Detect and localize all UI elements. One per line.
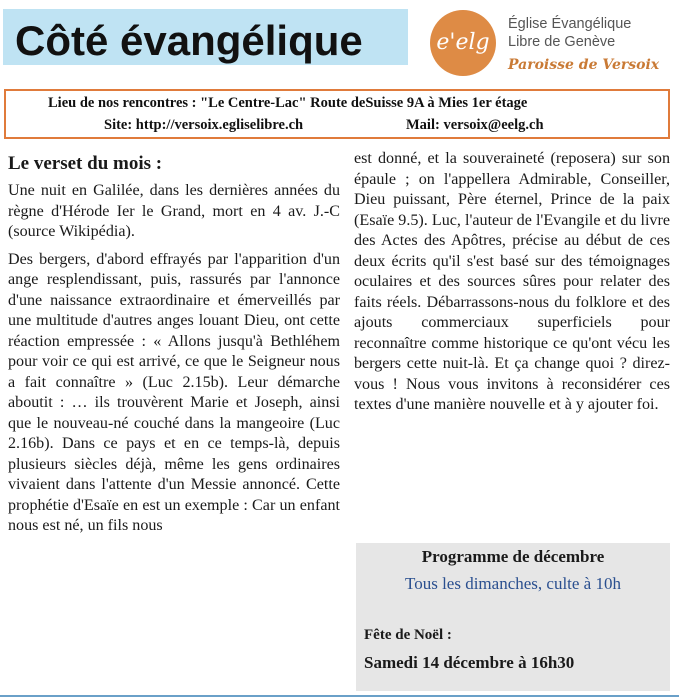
email-link[interactable]: Mail: versoix@eelg.ch <box>406 117 544 133</box>
article-left-column <box>8 152 340 537</box>
website-link[interactable]: Site: http://versoix.egliselibre.ch <box>104 117 304 133</box>
article-paragraph-1: Une nuit en Galilée, dans les dernières années du règne d'Hérode Ier le Grand, mort en 4 av. J.-C (source Wikipédia). <box>8 182 340 240</box>
article-right-column <box>354 149 670 416</box>
noel-label: Fête de Noël : <box>364 627 452 643</box>
meeting-info-box <box>4 89 670 139</box>
org-name-line2: Libre de Genève <box>508 34 616 50</box>
meeting-location: Lieu de nos rencontres : "Le Centre-Lac" Route deSuisse 9A à Mies 1er étage <box>48 95 528 111</box>
logo-text: e'elg <box>436 30 490 55</box>
eelg-logo <box>430 10 496 76</box>
programme-title: Programme de décembre <box>421 547 605 566</box>
parish-name: Paroisse de Versoix <box>508 57 660 73</box>
article-heading: Le verset du mois : <box>8 153 163 174</box>
bottom-divider <box>0 695 679 697</box>
noel-date: Samedi 14 décembre à 16h30 <box>364 653 575 672</box>
title-banner <box>3 9 408 65</box>
article-paragraph-2: Des bergers, d'abord effrayés par l'apparition d'un ange resplendissant, puis, rassurés par l'annonce d'une naissance extraordinaire et émerveillés par une multitude d'autres anges louant Dieu, ont cette réaction empressée : « Allons jusqu'à Bethléhem pour voir ce qui est arrivé, ce que le Seigneur nous a fait connaître » (Luc 2.15b). Leur démarche aboutit : … ils trouvèrent Marie et Joseph, ainsi que le nouveau-né couché dans la mangeoire (Luc 2.16b). Dans ce pays et en ce temps-là, depuis plusieurs siècles déjà, même les gens ordinaires vivaient dans l'attente d'un Messie annoncé. Cette prophétie d'Esaïe en est un exemple : Car un enfant nous est né, un fils nous <box>8 250 340 534</box>
page-title: Côté évangélique <box>15 17 363 64</box>
org-name-line1: Église Évangélique <box>508 16 632 32</box>
article-paragraph-3: est donné, et la souveraineté (reposera) sur son épaule ; on l'appellera Admirable, Conseiller, Dieu puissant, Père éternel, Prince de la paix (Esaïe 9.5). Luc, l'auteur de l'Evangile et du livre des Actes des Apôtres, précise au début de ces deux écrits qu'il s'est basé sur des témoignages oculaires et des sources sûres pour relater des faits réels. Débarrassons-nous du folklore et des ajouts commerciaux superficiels pour reconnaître comme historique ce qu'ont vécu les bergers cette nuit-là. Et ça change quoi ? direz-vous ! Nous vous invitons à reconsidérer ces textes d'une manière nouvelle et à y ajouter foi. <box>354 150 670 413</box>
programme-box <box>356 543 670 691</box>
programme-sundays: Tous les dimanches, culte à 10h <box>405 574 621 593</box>
